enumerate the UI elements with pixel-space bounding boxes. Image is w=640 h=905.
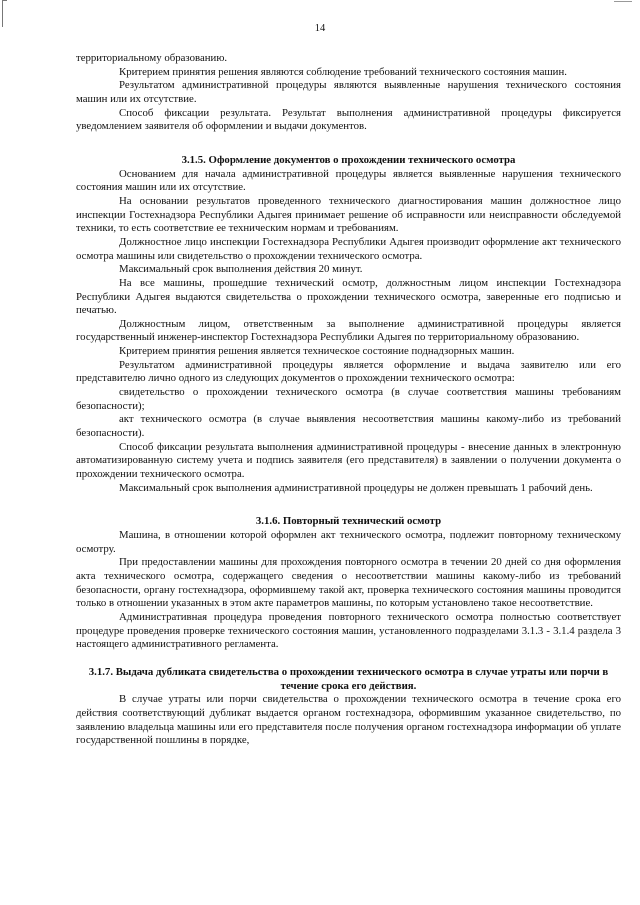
paragraph: На основании результатов проведенного технического диагностирования машин должностное лицо инспекции Гостехнадзора Республики Адыгея принимает решение об исправности или неисправности обследуемой техники, то есть соответствие ее техническим нормам и требованиям.: [76, 194, 621, 235]
section-3-1-6-body: [76, 529, 621, 652]
page-edge-mark: [614, 1, 632, 2]
section-3-1-5-body: [76, 168, 621, 496]
paragraph: территориальному образованию.: [76, 52, 228, 64]
paragraph: В случае утраты или порчи свидетельства о прохождении технического осмотра в течение срока его действия соответствующий дубликат выдается органом гостехнадзора, оформившим указанное свидетельство, по заявлению владельца машины или его представителя после получения органом гостехнадзора информации об уплате государственной пошлины в порядке,: [76, 693, 621, 747]
paragraph: Максимальный срок выполнения административной процедуры не должен превышать 1 рабочий день.: [119, 481, 593, 494]
paragraph: Максимальный срок выполнения действия 20 минут.: [119, 263, 363, 276]
page-number: 14: [314, 23, 326, 34]
paragraph: свидетельство о прохождении технического осмотра (в случае соответствия машины требованиям безопасности);: [76, 386, 621, 412]
paragraph: Критерием принятия решения являются соблюдение требований технического состояния машин.: [119, 65, 567, 78]
section-heading-3-1-5: 3.1.5. Оформление документов о прохождении технического осмотра: [181, 153, 516, 166]
paragraph: Должностное лицо инспекции Гостехнадзора Республики Адыгея производит оформление акт технического осмотра машины или свидетельство о прохождении технического осмотра.: [76, 235, 621, 262]
paragraph: Результатом административной процедуры является оформление и выдача заявителю или его представителю лично одного из следующих документов о прохождении технического осмотра:: [76, 358, 621, 385]
section-heading-3-1-7: 3.1.7. Выдача дубликата свидетельства о прохождении технического осмотра в случае утраты или порчи в течение срока его действия.: [88, 665, 609, 692]
paragraph: Должностным лицом, ответственным за выполнение административной процедуры является государственный инженер-инспектор Гостехнадзора Республики Адыгея по территориальному образованию.: [76, 317, 621, 344]
paragraph: Критерием принятия решения является техническое состояние поднадзорных машин.: [119, 345, 515, 358]
intro-paragraphs: [76, 52, 621, 134]
paragraph: Машина, в отношении которой оформлен акт технического осмотра, подлежит повторному техническому осмотру.: [76, 529, 621, 555]
paragraph: На все машины, прошедшие технический осмотр, должностным лицом инспекции Гостехнадзора Республики Адыгея выдаются свидетельства о прохождении технического осмотра, заверенные его подписью и печатью.: [76, 276, 621, 317]
paragraph: акт технического осмотра (в случае выявления несоответствия машины какому-либо из требований безопасности).: [76, 413, 621, 440]
paragraph: Основанием для начала административной процедуры является выявленные нарушения технического состояния машин или их отсутствие.: [76, 167, 621, 194]
paragraph: Способ фиксации результата выполнения административной процедуры - внесение данных в электронную автоматизированную систему учета и подпись заявителя (его представителя) в заявлении о получении документа о прохождении технического осмотра.: [76, 440, 621, 481]
paragraph: Административная процедура проведения повторного технического осмотра полностью соответствует процедуре проведения проверке технического состояния машин, установленного подразделами 3.1.3 - 3.1.4 раздела 3 настоящего административного регламента.: [76, 610, 621, 651]
paragraph: Результатом административной процедуры являются выявленные нарушения технического состояния машин или их отсутствие.: [76, 79, 621, 105]
section-heading-3-1-6: 3.1.6. Повторный технический осмотр: [255, 515, 442, 528]
paragraph: Способ фиксации результата. Результат выполнения административной процедуры фиксируется уведомлением заявителя об оформлении и выдачи документов.: [76, 106, 621, 133]
paragraph: При предоставлении машины для прохождения повторного осмотра в течении 20 дней со дня оформления акта технического осмотра, содержащего сведения о несоответствии машины какому-либо из требований безопасности, органу гостехнадзора, оформившему такой акт, проверка технического состояния машины проводится только в отношении указанных в этом акте параметров машины, по которым установлено такое несоответствие.: [76, 556, 621, 610]
section-3-1-7-body: [76, 693, 621, 748]
document-body: [76, 52, 621, 748]
